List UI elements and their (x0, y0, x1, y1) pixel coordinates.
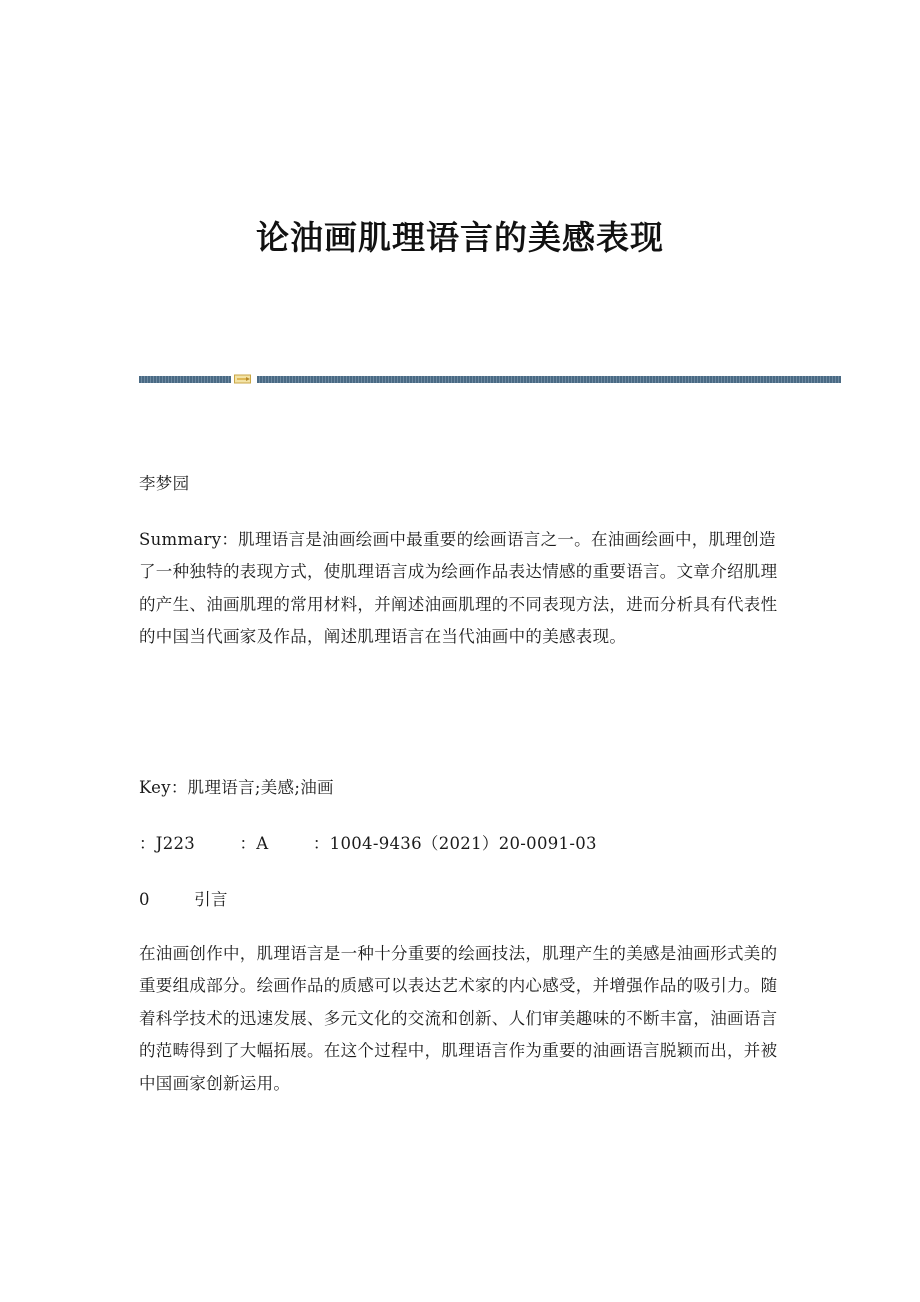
document-title: 论油画肌理语言的美感表现 (256, 218, 664, 257)
classification-line: ：J223 ：A ：1004-9436（2021）20-0091-03 (139, 834, 597, 853)
keywords-line: Key：肌理语言;美感;油画 (139, 778, 334, 797)
summary-paragraph: Summary：肌理语言是油画绘画中最重要的绘画语言之一。在油画绘画中，肌理创造了一种独特的表现方式，使肌理语言成为绘画作品表达情感的重要语言。文章介绍肌理的产生、油画肌理的常用材料，并阐述油画肌理的不同表现方法，进而分析具有代表性的中国当代画家及作品，阐述肌理语言在当代油画中的美感表现。 (139, 530, 778, 647)
section-heading: 0 引言 (139, 890, 228, 909)
divider-bar-right (257, 376, 841, 383)
divider-bar-left (139, 376, 231, 383)
intro-paragraph: 在油画创作中，肌理语言是一种十分重要的绘画技法，肌理产生的美感是油画形式美的重要组成部分。绘画作品的质感可以表达艺术家的内心感受，并增强作品的吸引力。随着科学技术的迅速发展、多元文化的交流和创新、人们审美趣味的不断丰富，油画语言的范畴得到了大幅拓展。在这个过程中，肌理语言作为重要的油画语言脱颖而出，并被中国画家创新运用。 (139, 944, 778, 1093)
title-divider (139, 374, 841, 384)
author-name: 李梦园 (139, 474, 190, 493)
pencil-ornament-icon (234, 374, 252, 384)
